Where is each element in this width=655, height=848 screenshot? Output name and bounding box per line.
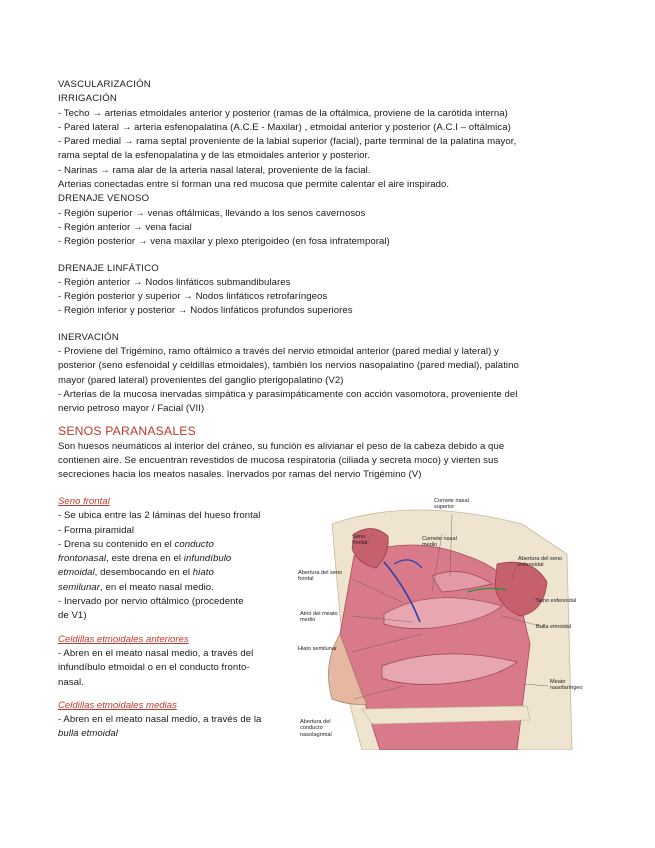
notes-body	[58, 78, 578, 482]
label-meato-nasofaringeo: Meato nasofaríngeo	[550, 679, 583, 692]
celdillas-medias-line: bulla etmoidal	[58, 728, 118, 740]
label-hiato-semilunar: Hiato semilunar	[298, 646, 337, 652]
senos-intro-line: Son huesos neumáticos al interior del cráneo, su función es alivianar el peso de la cabeza debido a que	[58, 440, 505, 452]
drenaje-linfatico-line: - Región anterior → Nodos linfáticos submandibulares	[58, 276, 291, 288]
seno-frontal-heading: Seno frontal	[58, 496, 110, 507]
seno-frontal-line: semilunar, en el meato nasal medio.	[58, 581, 214, 593]
seno-frontal-line: - Se ubica entre las 2 láminas del hueso frontal	[58, 510, 261, 522]
seno-frontal-line: - Drena su contenido en el conducto	[58, 538, 214, 550]
inervacion-heading: INERVACIÓN	[58, 331, 119, 343]
irrigacion-line: - Techo → arterias etmoidales anterior y posterior (ramas de la oftálmica, proviene de la carótida interna)	[58, 107, 508, 119]
drenaje-venoso-line: - Región superior → venas oftálmicas, llevando a los senos cavernosos	[58, 207, 366, 219]
nasal-cavity-illustration	[292, 494, 592, 750]
celdillas-anteriores-line: infundíbulo etmoidal o en el conducto fronto-	[58, 662, 250, 674]
seno-frontal-line: de V1)	[58, 610, 87, 622]
irrigacion-heading: IRRIGACIÓN	[58, 93, 118, 105]
seno-frontal-line: - Forma piramidal	[58, 524, 135, 536]
celdillas-anteriores-line: - Abren en el meato nasal medio, a través del	[58, 647, 254, 659]
senos-paranasales-heading: SENOS PARANASALES	[58, 423, 196, 438]
celdillas-medias-line: - Abren en el meato nasal medio, a través de la	[58, 714, 262, 726]
label-abertura-seno-esfenoidal: Abertura del seno esfenoidal	[518, 556, 563, 569]
irrigacion-line: - Narinas → rama alar de la arteria nasal lateral, proveniente de la facial.	[58, 164, 371, 176]
drenaje-venoso-line: - Región anterior → vena facial	[58, 221, 192, 233]
label-abertura-conducto-nasolagrimal: Abertura del conducto nasolagrimal	[300, 719, 332, 738]
senos-intro-line: contienen aire. Se encuentran revestidos de mucosa respiratoria (ciliada y secreta moco) y vierten sus	[58, 454, 499, 466]
inervacion-line: posterior (seno esfenoidal y celdillas etmoidales), también los nervios nasopalatino (pared medial), palatino	[58, 360, 519, 372]
label-bulla-etmoidal: Bulla etmoidal	[536, 624, 572, 630]
senos-detail-column	[58, 495, 288, 742]
irrigacion-line: Arterias conectadas entre sí forman una red mucosa que permite calentar el aire inspirado.	[58, 179, 450, 191]
label-seno-esfenoidal: Seno esfenoidal	[536, 598, 577, 604]
label-cornete-medio: Cornete nasal medio	[422, 536, 457, 549]
irrigacion-line: - Pared lateral → arteria esfenopalatina (A.C.E - Maxilar) , etmoidal anterior y posterior (A.C.I – oftálmica)	[58, 121, 511, 133]
drenaje-linfatico-heading: DRENAJE LINFÁTICO	[58, 262, 159, 274]
seno-frontal-line: - Inervado por nervio oftálmico (procedente	[58, 596, 244, 608]
drenaje-linfatico-line: - Región posterior y superior → Nodos linfáticos retrofaríngeos	[58, 291, 328, 303]
seno-frontal-line: frontonasal, este drena en el infundíbulo	[58, 553, 232, 565]
vascularizacion-heading: VASCULARIZACIÓN	[58, 79, 151, 90]
inervacion-line: - Proviene del Trigémino, ramo oftálmico a través del nervio etmoidal anterior (pared medial y lateral) y	[58, 346, 499, 358]
label-seno-frontal: Seno frontal	[352, 534, 368, 547]
inervacion-line: - Arterias de la mucosa inervadas simpática y parasimpáticamente con acción vasomotora, proveniente del	[58, 388, 518, 400]
seno-frontal-line: etmoidal, desembocando en el hiato	[58, 567, 214, 579]
celdillas-anteriores-heading: Celdillas etmoidales anteriores	[58, 633, 189, 645]
inervacion-line: mayor (pared lateral) provenientes del ganglio pterigopalatino (V2)	[58, 374, 344, 386]
senos-intro-line: secreciones hacia los meatos nasales. Inervados por ramas del nervio Trigémino (V)	[58, 469, 422, 481]
drenaje-venoso-line: - Región posterior → vena maxilar y plexo pterigoideo (en fosa infratemporal)	[58, 236, 390, 248]
label-abertura-seno-frontal: Abertura del seno frontal	[298, 570, 343, 583]
celdillas-medias-heading: Celdillas etmoidales medias	[58, 699, 177, 711]
irrigacion-line: rama septal de la esfenopalatina y de las etmoidales anterior y posterior.	[58, 150, 370, 162]
inervacion-line: nervio petroso mayor / Facial (VII)	[58, 403, 205, 415]
celdillas-anteriores-line: nasal.	[58, 676, 84, 688]
label-atrio-meato-medio: Atrio del meato medio	[300, 611, 338, 624]
irrigacion-line: - Pared medial → rama septal proveniente de la labial superior (facial), parte terminal de la palatina mayor,	[58, 136, 517, 148]
drenaje-venoso-heading: DRENAJE VENOSO	[58, 193, 150, 205]
label-cornete-superior: Cornete nasal superior	[434, 498, 469, 511]
drenaje-linfatico-line: - Región inferior y posterior → Nodos linfáticos profundos superiores	[58, 305, 353, 317]
